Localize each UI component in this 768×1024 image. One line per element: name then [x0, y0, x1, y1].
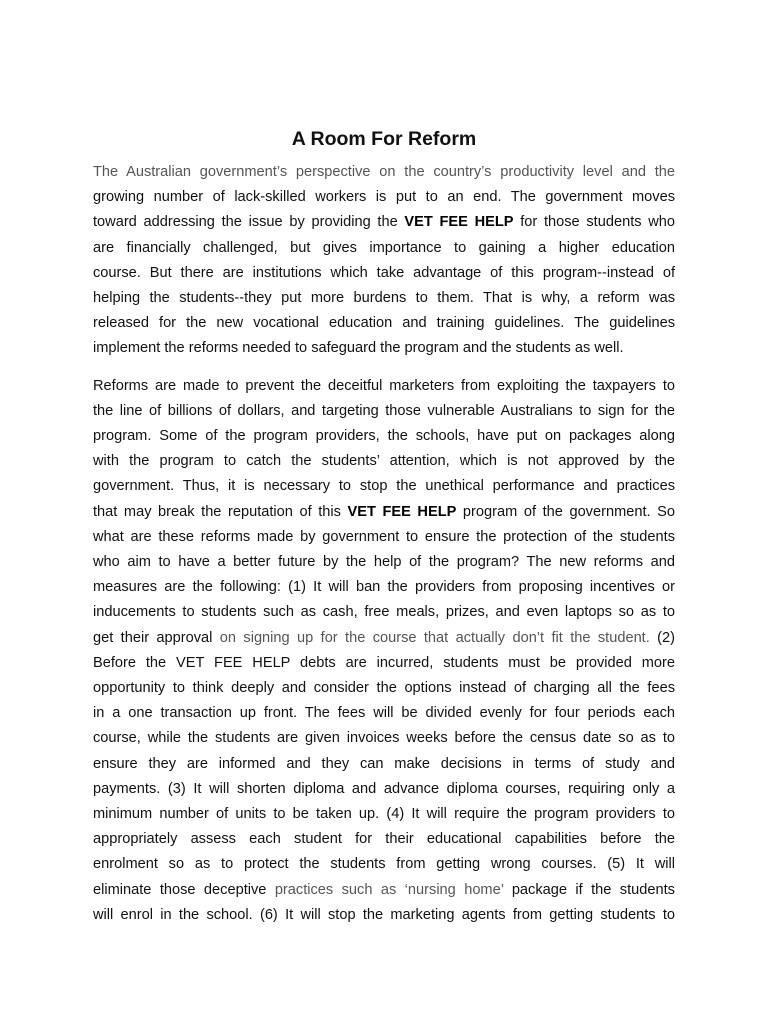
paragraph-2-line: what are these reforms made by government to ensure the protection of the students	[93, 528, 675, 545]
paragraph-2	[93, 374, 675, 928]
paragraph-2-line: inducements to students such as cash, free meals, prizes, and even laptops so as to	[93, 604, 675, 621]
paragraph-1-line: course. But there are institutions which take advantage of this program--instead of	[93, 264, 675, 281]
paragraph-1-line: growing number of lack-skilled workers is put to an end. The government moves	[93, 189, 675, 206]
paragraph-2-line: enrolment so as to protect the students from getting wrong courses. (5) It will	[93, 856, 675, 873]
paragraph-2-line: government. Thus, it is necessary to stop the unethical performance and practices	[93, 478, 675, 495]
paragraph-1-line: The Australian government’s perspective on the country’s productivity level and the	[93, 164, 675, 180]
paragraph-2-line: appropriately assess each student for their educational capabilities before the	[93, 831, 675, 848]
line-text: (2)	[649, 629, 676, 646]
line-text: that may break the reputation of this	[93, 503, 348, 520]
line-text: get their approval	[93, 629, 220, 646]
paragraph-2-line: minimum number of units to be taken up. (4) It will require the program providers to	[93, 806, 675, 823]
paragraph-2-line: opportunity to think deeply and consider the options instead of charging all the fees	[93, 680, 675, 697]
paragraph-2-line	[93, 878, 675, 903]
paragraph-2-line: measures are the following: (1) It will ban the providers from proposing incentives or	[93, 579, 675, 596]
paragraph-2-line: program. Some of the program providers, the schools, have put on packages along	[93, 428, 675, 445]
paragraph-2-line: ensure they are informed and they can make decisions in terms of study and	[93, 755, 675, 772]
paragraph-2-line: with the program to catch the students’ attention, which is not approved by the	[93, 453, 675, 470]
document-page	[93, 128, 675, 928]
paragraph-1-line: helping the students--they put more burdens to them. That is why, a reform was	[93, 290, 675, 307]
line-text: eliminate those deceptive	[93, 881, 275, 898]
vet-fee-help-bold: VET FEE HELP	[347, 503, 457, 520]
line-text: for those students who	[513, 214, 676, 231]
paragraph-2-line: will enrol in the school. (6) It will stop the marketing agents from getting students to	[93, 906, 675, 923]
line-text-light: on signing up for the course that actually don’t fit the student.	[219, 629, 650, 646]
line-text: toward addressing the issue by providing the	[93, 214, 405, 231]
paragraph-2-line	[93, 626, 675, 651]
paragraph-2-line: payments. (3) It will shorten diploma and advance diploma courses, requiring only a	[93, 780, 675, 797]
line-text-light: practices such as ‘nursing home’	[274, 881, 504, 898]
vet-fee-help-bold: VET FEE HELP	[404, 214, 514, 231]
paragraph-1-line: are financially challenged, but gives importance to gaining a higher education	[93, 239, 675, 256]
paragraph-2-line: the line of billions of dollars, and targeting those vulnerable Australians to sign for the	[93, 402, 675, 419]
paragraph-2-line	[93, 500, 675, 525]
paragraph-2-line: course, while the students are given invoices weeks before the census date so as to	[93, 730, 675, 747]
paragraph-2-line: Before the VET FEE HELP debts are incurred, students must be provided more	[93, 654, 675, 671]
paragraph-2-line: Reforms are made to prevent the deceitful marketers from exploiting the taxpayers to	[93, 377, 675, 394]
paragraph-1-line: released for the new vocational education and training guidelines. The guidelines	[93, 315, 675, 332]
paragraph-2-line: who aim to have a better future by the help of the program? The new reforms and	[93, 554, 675, 571]
paragraph-2-line: in a one transaction up front. The fees will be divided evenly for four periods each	[93, 705, 675, 722]
line-text: program of the government. So	[456, 503, 675, 520]
line-text: package if the students	[503, 881, 675, 898]
paragraph-1-line: implement the reforms needed to safeguard the program and the students as well.	[93, 340, 624, 357]
paragraph-1-line	[93, 210, 675, 235]
paragraph-1	[93, 160, 675, 362]
document-title: A Room For Reform	[291, 128, 477, 150]
